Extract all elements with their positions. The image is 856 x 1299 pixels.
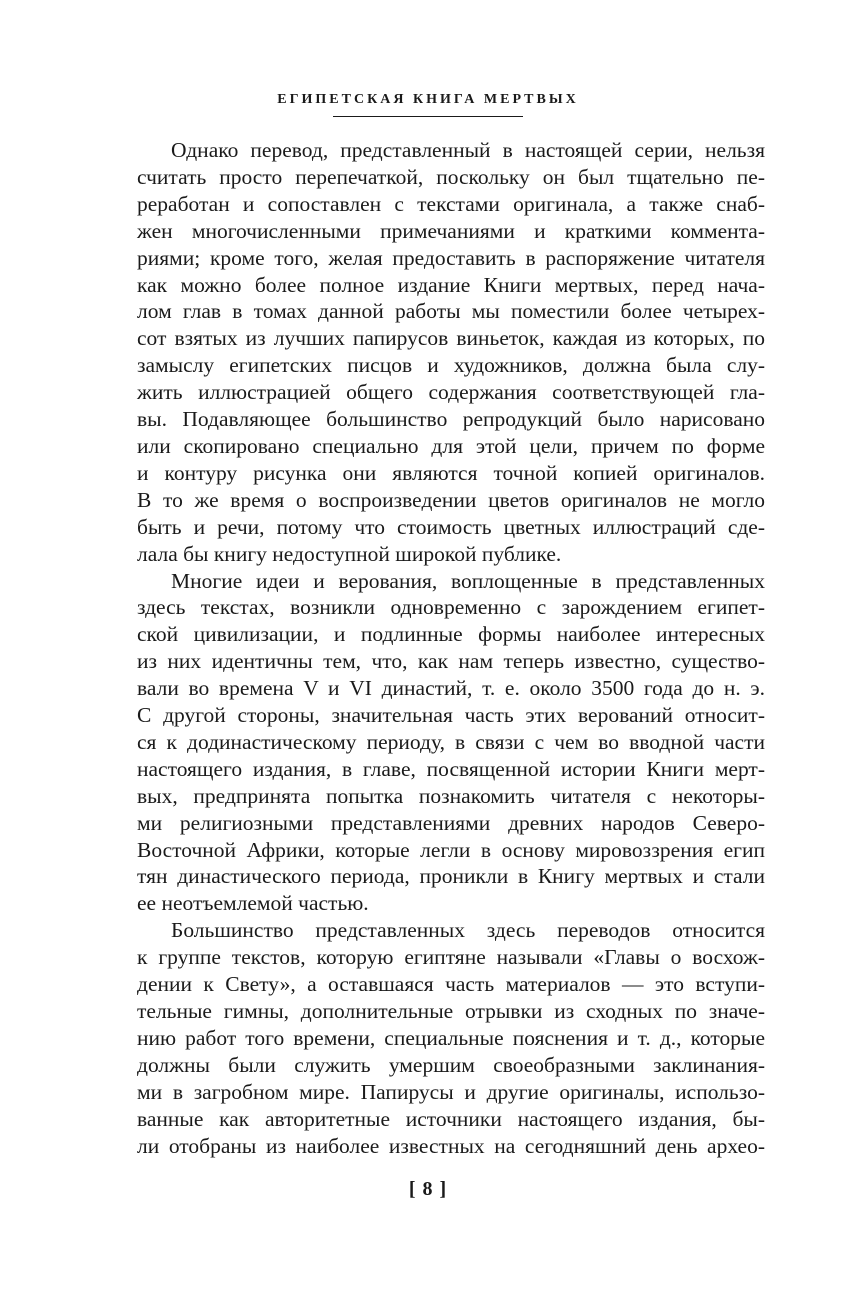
text-line: должны были служить умершим своеобразными заклинания- [137,1052,765,1077]
text-line: реработан и сопоставлен с текстами оригинала, а также снаб- [137,191,765,216]
text-line: С другой стороны, значительная часть этих верований относит- [137,703,765,728]
text-line: быть и речи, потому что стоимость цветных иллюстраций сде- [137,514,765,539]
paragraph-3 [137,917,765,1159]
text-line: жен многочисленными примечаниями и краткими коммента- [137,218,765,243]
text-line: сот взятых из лучших папирусов виньеток, каждая из которых, по [137,326,765,351]
text-line: или скопировано специально для этой цели, причем по форме [137,433,765,458]
text-line: ми в загробном мире. Папирусы и другие оригиналы, использо- [137,1079,765,1104]
text-line: настоящего издания, в главе, посвященной истории Книги мерт- [137,756,765,781]
text-line: ее неотъемлемой частью. [137,891,369,916]
text-line: здесь текстах, возникли одновременно с зарождением египет- [137,595,765,620]
text-line: лала бы книгу недоступной широкой публике. [137,541,562,566]
text-line: замыслу египетских писцов и художников, должна была слу- [137,353,765,378]
text-line: и контуру рисунка они являются точной копией оригиналов. [137,460,765,485]
running-head-title: ЕГИПЕТСКАЯ КНИГА МЕРТВЫХ [277,92,579,107]
text-line: ми религиозными представлениями древних народов Северо- [137,810,765,835]
text-line: В то же время о воспроизведении цветов оригиналов не могло [137,487,765,512]
text-line: как можно более полное издание Книги мертвых, перед нача- [137,272,765,297]
text-line: риями; кроме того, желая предоставить в распоряжение читателя [137,245,765,270]
text-line: вых, предпринята попытка познакомить читателя с некоторы- [137,783,765,808]
text-line: ванные как авторитетные источники настоящего издания, бы- [137,1106,765,1131]
text-line: вали во времена V и VI династий, т. е. около 3500 года до н. э. [137,676,765,701]
paragraph-1 [137,137,765,568]
body-text [137,137,765,1159]
text-line: жить иллюстрацией общего содержания соответствующей гла- [137,380,765,405]
page-number: [ 8 ] [408,1178,448,1200]
text-line: к группе текстов, которую египтяне называли «Главы о восхож- [137,945,765,970]
text-line: ся к додинастическому периоду, в связи с чем во вводной части [137,729,765,754]
text-line: лом глав в томах данной работы мы поместили более четырех- [137,299,765,324]
text-line: ли отобраны из наиболее известных на сегодняшний день архео- [137,1133,765,1158]
text-line: вы. Подавляющее большинство репродукций было нарисовано [137,407,765,432]
text-line: Восточной Африки, которые легли в основу мировоззрения егип [137,837,765,862]
text-line: ской цивилизации, и подлинные формы наиболее интересных [137,622,765,647]
text-line: дении к Свету», а оставшаяся часть материалов — это вступи- [137,972,765,997]
text-line: из них идентичны тем, что, как нам теперь известно, существо- [137,649,765,674]
running-head-rule [333,116,523,117]
text-line: тян династического периода, проникли в Книгу мертвых и стали [137,864,765,889]
text-line: считать просто перепечаткой, поскольку он был тщательно пе- [137,164,765,189]
text-line: тельные гимны, дополнительные отрывки из сходных по значе- [137,999,765,1023]
paragraph-2 [137,568,765,918]
text-line: Однако перевод, представленный в настоящей серии, нельзя [171,138,765,162]
text-line: Большинство представленных здесь переводов относится [171,918,765,943]
text-line: Многие идеи и верования, воплощенные в представленных [171,568,765,593]
text-line: нию работ того времени, специальные пояснения и т. д., которые [137,1025,765,1050]
